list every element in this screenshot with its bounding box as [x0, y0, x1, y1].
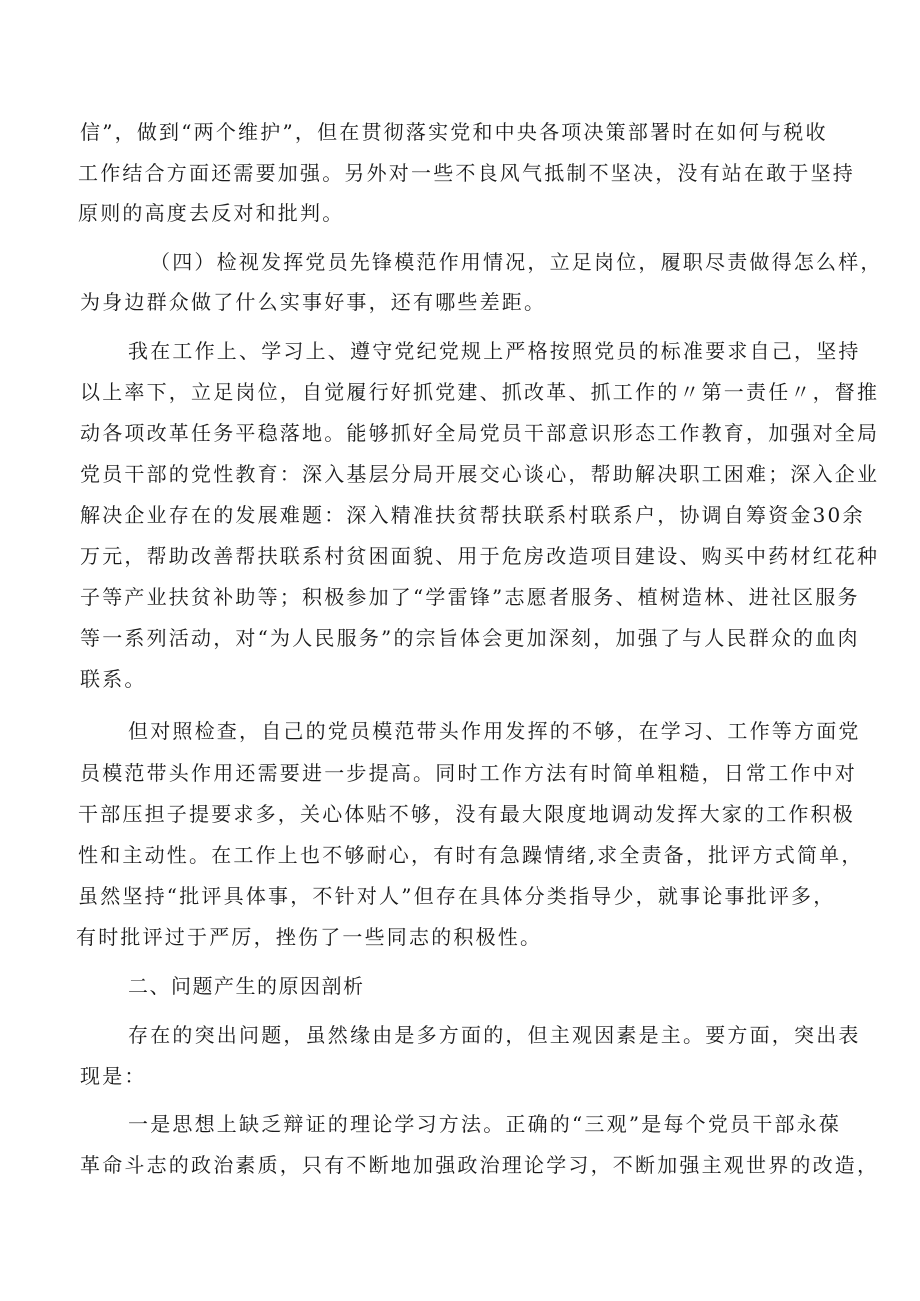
text-line: 为身边群众做了什么实事好事，还有哪些差距。 [80, 290, 547, 314]
text-line: 解决企业存在的发展难题：深入精准扶贫帮扶联系村联系户，协调自筹资金30余 [80, 503, 865, 527]
text-line: 干部压担子提要求多，关心体贴不够，没有最大限度地调动发挥大家的工作积极 [78, 802, 855, 826]
paragraph-first-line: 一是思想上缺乏辩证的理论学习方法。正确的“三观”是每个党员干部永葆 [128, 1112, 842, 1136]
text-line: 以上率下，立足岗位，自觉履行好抓党建、抓改革、抓工作的〃第一责任〃，督推 [80, 380, 880, 404]
text-line: 员模范带头作用还需要进一步提高。同时工作方法有时简单粗糙，日常工作中对 [80, 761, 857, 785]
text-line: 现是： [80, 1064, 147, 1088]
text-line: 等一系列活动，对“为人民服务”的宗旨体会更加深刻，加强了与人民群众的血肉 [80, 626, 860, 650]
text-line: 革命斗志的政治素质，只有不断地加强政治理论学习，不断加强主观世界的改造， [80, 1153, 880, 1177]
paragraph-first-line: 存在的突出问题，虽然缘由是多方面的，但主观因素是主。要方面，突出表 [128, 1023, 861, 1047]
text-line: 党员干部的党性教育：深入基层分局开展交心谈心，帮助解决职工困难；深入企业 [80, 462, 880, 486]
paragraph-first-line: 但对照检查，自己的党员模范带头作用发挥的不够，在学习、工作等方面党 [128, 719, 861, 743]
text-line: 子等产业扶贫补助等；积极参加了“学雷锋”志愿者服务、植树造林、进社区服务 [80, 585, 860, 609]
text-line: 工作结合方面还需要加强。另外对一些不良风气抵制不坚决，没有站在敢于坚持 [78, 161, 855, 185]
text-line: 万元，帮助改善帮扶联系村贫困面貌、用于危房改造项目建设、购买中药材红花种 [80, 544, 880, 568]
text-line: 有时批评过于严厉，挫伤了一些同志的积极性。 [76, 925, 543, 949]
section-heading-two: 二、问题产生的原因剖析 [128, 974, 365, 998]
section-heading-four: （四）检视发挥党员先锋模范作用情况，立足岗位，履职尽责做得怎么样， [150, 250, 883, 274]
text-line: 虽然坚持“批评具体事，不针对人”但存在具体分类指导少，就事论事批评多， [78, 884, 836, 908]
text-line: 性和主动性。在工作上也不够耐心，有时有急躁情绪,求全责备，批评方式简单， [78, 843, 864, 867]
text-line: 信”，做到“两个维护”，但在贯彻落实党和中央各项决策部署时在如何与税收 [80, 120, 828, 144]
text-line: 联系。 [80, 667, 147, 691]
text-line: 原则的高度去反对和批判。 [78, 201, 345, 225]
text-line: 动各项改革任务平稳落地。能够抓好全局党员干部意识形态工作教育，加强对全局 [80, 421, 880, 445]
paragraph-first-line: 我在工作上、学习上、遵守党纪党规上严格按照党员的标准要求自己，坚持 [128, 339, 861, 363]
